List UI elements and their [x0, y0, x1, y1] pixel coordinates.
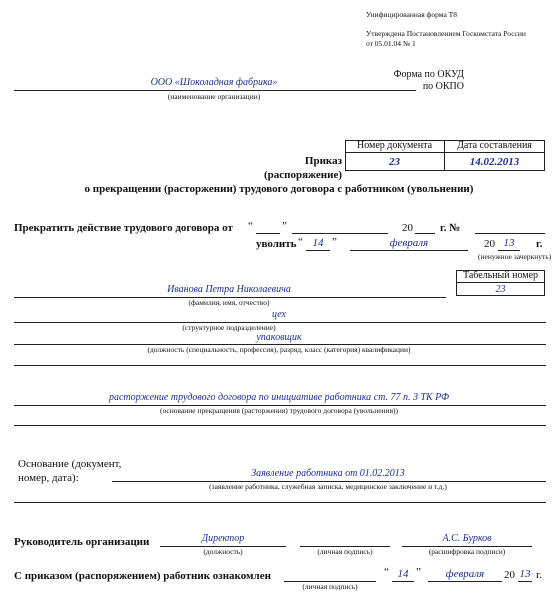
head-signature-caption: (личная подпись)	[317, 547, 373, 556]
ack-month-line	[428, 581, 502, 582]
terminate-year-prefix: 20	[402, 222, 413, 234]
basis-label-line2: номер, дата):	[18, 472, 79, 484]
grounds-value: расторжение трудового договора по инициативе работника ст. 77 п. 3 ТК РФ	[108, 392, 450, 403]
terminate-label: Прекратить действие трудового договора от	[14, 222, 233, 234]
head-position: Директор	[201, 533, 245, 544]
doc-number-value: 23	[389, 155, 400, 168]
basis-value: Заявление работника от 01.02.2013	[251, 468, 405, 479]
dismiss-label: уволить	[256, 238, 297, 250]
title-subject: о прекращении (расторжении) трудового договора с работником (увольнении)	[84, 183, 474, 195]
terminate-number-line	[475, 233, 545, 234]
grounds-extra-line	[14, 425, 546, 426]
ack-day: 14	[397, 568, 409, 580]
employee-position: упаковщик	[256, 332, 302, 343]
terminate-quote-open: “	[248, 220, 253, 232]
basis-extra-line	[14, 502, 546, 503]
terminate-number-label: г. №	[440, 222, 461, 234]
employee-position-extra-line	[14, 365, 546, 366]
ack-day-line	[392, 581, 414, 582]
doc-date-value: 14.02.2013	[469, 155, 520, 168]
grounds-caption: (основание прекращения (расторжения) трудового договора (увольнения))	[159, 406, 399, 415]
doc-number-header: Номер документа	[356, 140, 433, 151]
employee-position-caption: (должность (специальность, профессия), разряд, класс (категория) квалификации)	[147, 345, 411, 354]
employee-name: Иванова Петра Николаевича	[167, 284, 291, 295]
approved-line-1: Утверждена Постановлением Госкомстата России	[366, 29, 526, 38]
head-position-caption: (должность)	[203, 547, 243, 556]
employee-department-caption: (структурное подразделение)	[182, 323, 276, 332]
dismiss-day: 14	[312, 237, 324, 249]
ack-g: г.	[536, 569, 543, 581]
tab-number-value: 23	[495, 283, 506, 295]
terminate-quote-close: ”	[282, 220, 287, 232]
ack-quote-open: “	[384, 566, 389, 578]
dismiss-g: г.	[536, 238, 543, 250]
ack-year-prefix: 20	[504, 569, 515, 581]
terminate-year-line	[415, 233, 435, 234]
employee-department: цех	[272, 309, 286, 320]
employee-name-caption: (фамилия, имя, отчество)	[188, 298, 270, 307]
dismiss-month: февраля	[389, 237, 429, 249]
ack-year-line	[518, 581, 532, 582]
basis-caption: (заявление работника, служебная записка, медицинское заключение и т.д.)	[209, 482, 447, 491]
organization-caption: (наименование организации)	[167, 92, 261, 101]
strike-note: (ненужное зачеркнуть)	[478, 252, 552, 261]
ack-signature-caption: (личная подпись)	[302, 582, 358, 591]
dismiss-quote-open: “	[298, 236, 303, 248]
okpo-label: по ОКПО	[422, 81, 464, 92]
dismiss-year: 13	[503, 237, 515, 249]
ack-year: 13	[519, 568, 531, 580]
organization-line	[14, 90, 416, 91]
dismiss-month-line	[350, 250, 468, 251]
dismiss-year-prefix: 20	[484, 238, 495, 250]
ack-month: февраля	[445, 568, 485, 580]
form-name: Унифицированная форма Т8	[366, 10, 458, 19]
ack-quote-close: ”	[416, 566, 421, 578]
title-prikaz: Приказ	[304, 155, 342, 167]
okud-label: Форма по ОКУД	[393, 69, 464, 80]
dismiss-year-line	[498, 250, 520, 251]
head-label: Руководитель организации	[14, 536, 150, 548]
title-rasporyazhenie: (распоряжение)	[263, 169, 342, 181]
approved-line-2: от 05.01.04 № 1	[366, 39, 416, 48]
doc-date-header: Дата составления	[457, 140, 532, 151]
organization-name: ООО «Шоколадная фабрика»	[150, 77, 278, 88]
dismiss-quote-close: ”	[332, 236, 337, 248]
head-name-caption: (расшифровка подписи)	[428, 547, 506, 556]
head-name: А.С. Бурков	[442, 533, 492, 544]
tab-number-header: Табельный номер	[462, 270, 539, 281]
ack-label: С приказом (распоряжением) работник ознакомлен	[14, 570, 271, 582]
terminate-month-line	[292, 233, 388, 234]
basis-label-line1: Основание (документ,	[18, 458, 122, 470]
terminate-day-line	[256, 233, 280, 234]
dismiss-day-line	[306, 250, 330, 251]
